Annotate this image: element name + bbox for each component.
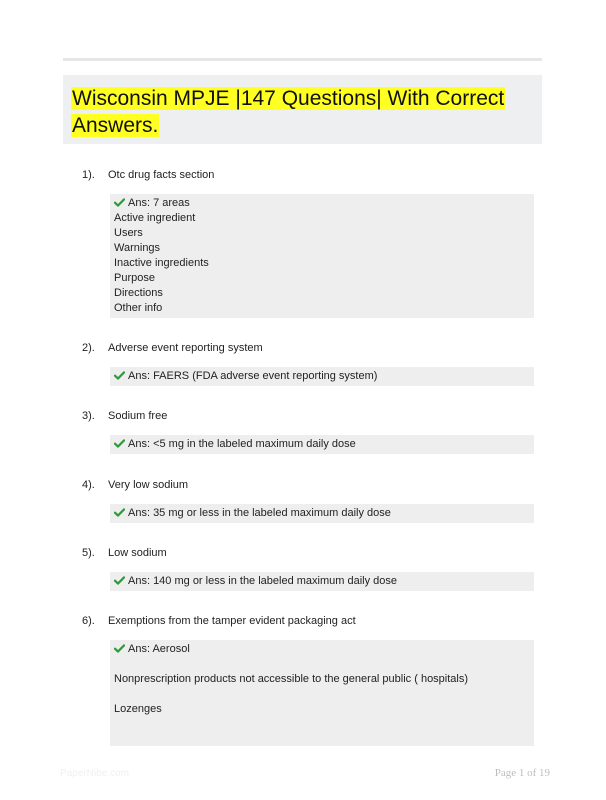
- answer-box: [110, 640, 534, 746]
- page-indicator: Page 1 of 19: [494, 767, 550, 779]
- answer-line: Warnings: [114, 242, 161, 254]
- answer-box: [110, 367, 534, 386]
- question-number: 4).: [82, 479, 95, 491]
- top-divider: [63, 58, 542, 61]
- answer-spacer: [114, 657, 530, 672]
- check-icon: [114, 371, 125, 380]
- check-icon: [114, 644, 125, 653]
- question-text: Otc drug facts section: [108, 169, 215, 181]
- answer-spacer: [114, 687, 530, 702]
- answer-line: Nonprescription products not accessible to the general public ( hospitals): [114, 673, 469, 685]
- title-banner: [63, 75, 542, 144]
- answer-box: [110, 504, 534, 523]
- question-text: Very low sodium: [108, 479, 189, 491]
- footer-watermark: PaperNibe.com: [60, 768, 129, 779]
- answer-line: Ans: Aerosol: [114, 642, 530, 657]
- answer-line: Other info: [114, 302, 163, 314]
- check-icon: [114, 576, 125, 585]
- answer-line: Ans: 7 areas: [114, 196, 530, 211]
- answer-line: Ans: <5 mg in the labeled maximum daily dose: [114, 437, 530, 452]
- answer-line: Ans: 35 mg or less in the labeled maximum daily dose: [114, 506, 530, 521]
- answer-line: Inactive ingredients: [114, 257, 209, 269]
- answer-line: Lozenges: [114, 703, 162, 715]
- check-icon: [114, 439, 125, 448]
- question-text: Adverse event reporting system: [108, 342, 263, 354]
- question-number: 2).: [82, 342, 95, 354]
- question-text: Sodium free: [108, 410, 168, 422]
- document-title: Wisconsin MPJE |147 Questions| With Correct Answers.: [72, 87, 505, 137]
- answer-box: [110, 572, 534, 591]
- check-icon: [114, 508, 125, 517]
- answer-line: Active ingredient: [114, 212, 196, 224]
- question-number: 3).: [82, 410, 95, 422]
- question-text: Exemptions from the tamper evident packaging act: [108, 615, 356, 627]
- question-text: Low sodium: [108, 547, 167, 559]
- question-number: 5).: [82, 547, 95, 559]
- question-number: 1).: [82, 169, 95, 181]
- answer-line: Directions: [114, 287, 163, 299]
- answer-box: [110, 194, 534, 318]
- answer-line: Ans: 140 mg or less in the labeled maximum daily dose: [114, 574, 530, 589]
- check-icon: [114, 198, 125, 207]
- answer-line: Ans: FAERS (FDA adverse event reporting system): [114, 369, 530, 384]
- answer-line: Purpose: [114, 272, 155, 284]
- answer-box: [110, 435, 534, 454]
- answer-line: Users: [114, 227, 143, 239]
- question-number: 6).: [82, 615, 95, 627]
